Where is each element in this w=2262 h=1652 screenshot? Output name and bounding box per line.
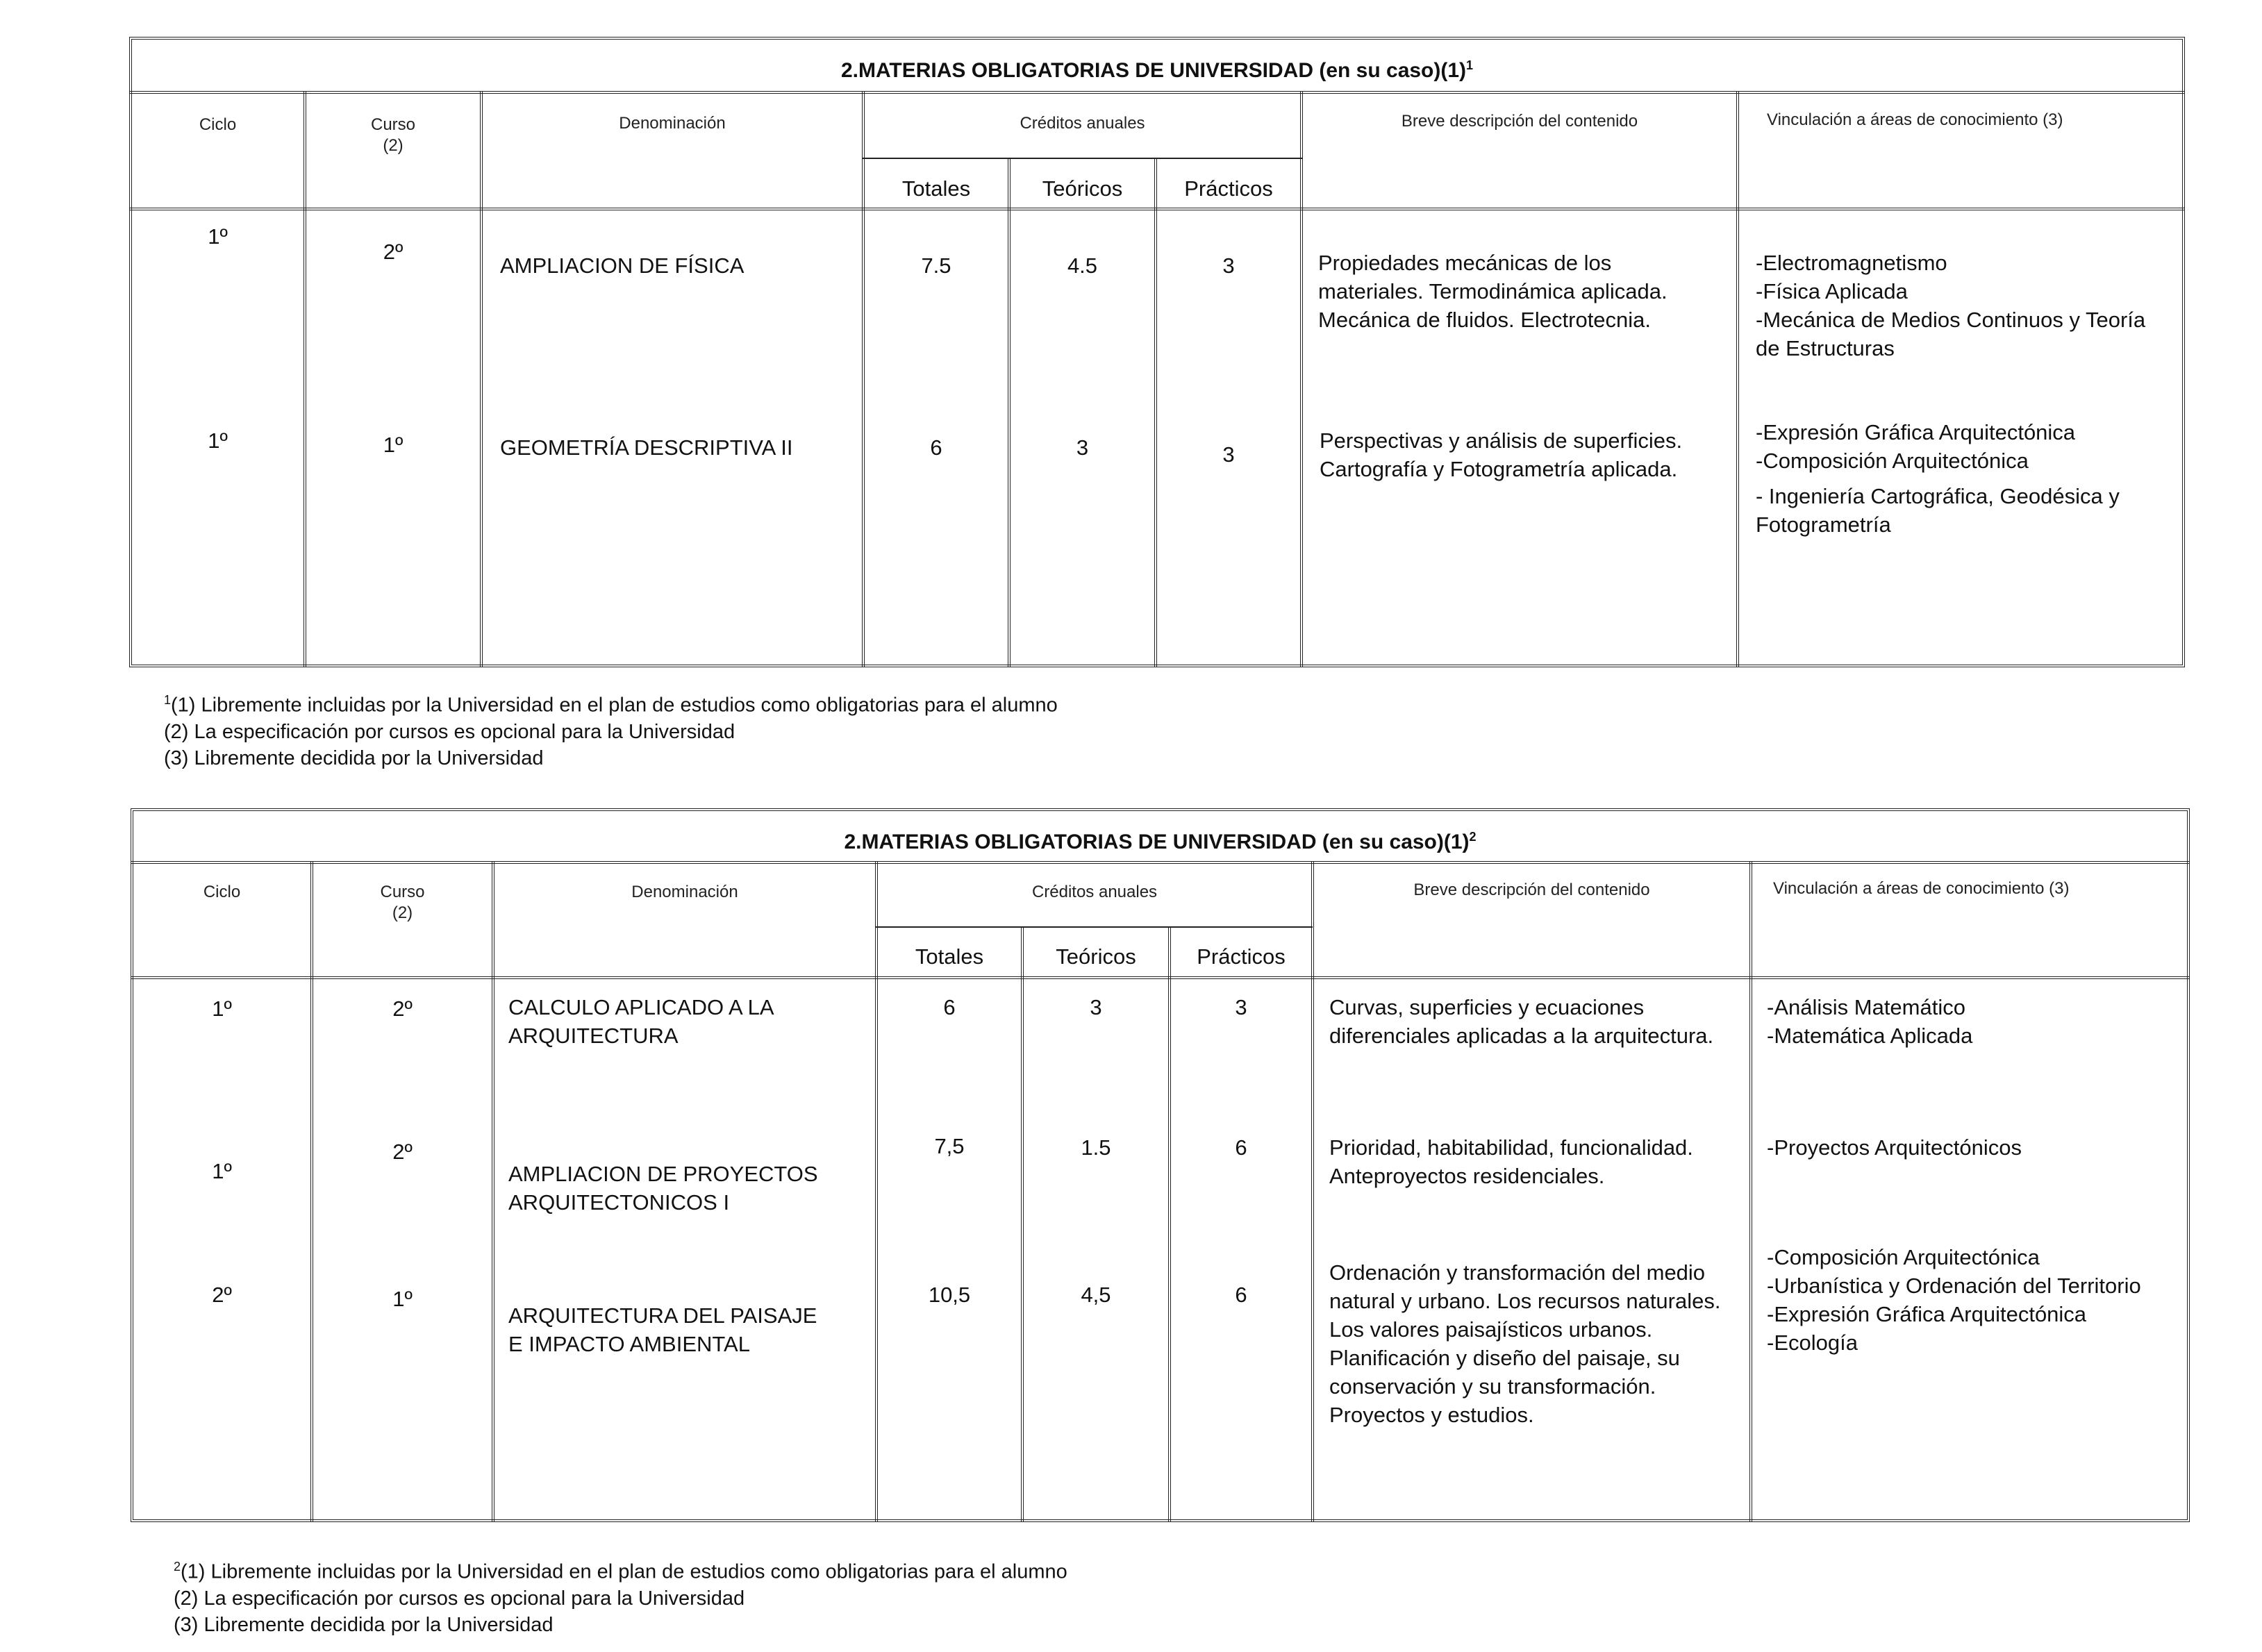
header-practicos: Prácticos [1184, 176, 1273, 201]
cell-totales: 10,5 [928, 1283, 971, 1307]
cell-descripcion: Curvas, superficies y ecuaciones diferenciales aplicadas a la arquitectura. [1329, 995, 1714, 1048]
cell-ciclo: 1º [208, 428, 228, 453]
table-1-title-rule [129, 91, 2185, 94]
table-2-col-divider [492, 861, 494, 1522]
cell-ciclo: 2º [212, 1283, 232, 1307]
cell-curso: 1º [383, 433, 404, 457]
header-totales: Totales [915, 944, 984, 969]
header-ciclo: Ciclo [199, 115, 237, 134]
cell-practicos: 6 [1235, 1135, 1247, 1160]
header-vinculacion: Vinculación a áreas de conocimiento (3) [1773, 879, 2070, 898]
cell-vinculacion: -Análisis Matemático -Matemática Aplicada [1767, 995, 1973, 1048]
cell-totales: 7.5 [921, 253, 951, 278]
cell-curso: 2º [392, 996, 413, 1021]
header-curso: Curso (2) [380, 883, 425, 922]
cell-denominacion: AMPLIACION DE FÍSICA [500, 253, 745, 278]
cell-curso: 1º [392, 1287, 413, 1311]
cell-practicos: 3 [1235, 995, 1247, 1019]
cell-descripcion: Propiedades mecánicas de los materiales. Termodinámica aplicada. Mecánica de fluidos. Electrotecnia. [1318, 251, 1668, 332]
cell-practicos: 6 [1235, 1283, 1247, 1307]
cell-teoricos: 1.5 [1081, 1135, 1111, 1160]
cell-ciclo: 1º [208, 224, 228, 249]
header-curso: Curso (2) [370, 115, 416, 155]
header-descripcion: Breve descripción del contenido [1413, 881, 1650, 899]
cell-denominacion: GEOMETRÍA DESCRIPTIVA II [500, 435, 793, 460]
cell-vinculacion: -Expresión Gráfica Arquitectónica -Composición Arquitectónica - Ingeniería Cartográfica, Geodésica y Fotogrametría [1756, 420, 2120, 537]
cell-vinculacion: -Composición Arquitectónica -Urbanística y Ordenación del Territorio -Expresión Gráfica Arquitectónica -Ecología [1767, 1245, 2141, 1355]
cell-denominacion: CALCULO APLICADO A LA ARQUITECTURA [508, 995, 774, 1048]
header-totales: Totales [901, 176, 971, 201]
table-1-col-divider [1736, 91, 1739, 667]
table-1-col-divider [303, 91, 306, 667]
header-teoricos: Teóricos [1056, 944, 1136, 969]
cell-vinculacion: -Electromagnetismo -Física Aplicada -Mecánica de Medios Continuos y Teoría de Estructuras [1756, 251, 2146, 360]
table-2-creditos-rule [875, 926, 1313, 928]
cell-descripcion: Ordenación y transformación del medio natural y urbano. Los recursos naturales. Los valores paisajísticos urbanos. Planificación y diseño del paisaje, su conservación y su transformación. Proyectos y estudios. [1329, 1260, 1721, 1427]
table-1-col-divider [480, 91, 483, 667]
cell-teoricos: 3 [1076, 435, 1089, 460]
cell-descripcion: Perspectivas y análisis de superficies. Cartografía y Fotogrametría aplicada. [1320, 428, 1683, 481]
table-1-col-divider [1008, 159, 1011, 667]
table-1-creditos-rule [862, 158, 1302, 159]
cell-denominacion: ARQUITECTURA DEL PAISAJE E IMPACTO AMBIENTAL [508, 1303, 817, 1356]
header-denominacion: Denominación [619, 114, 726, 133]
footnotes-2: $^2$(1) Libremente incluidas por la Universidad en el plan de estudios como obligatorias para el alumno (2) La especificación por cursos es opcional para la Universidad (3) Libremente decidida por la Universidad [174, 1560, 1067, 1636]
table-2-title: 2.MATERIAS OBLIGATORIAS DE UNIVERSIDAD (en su $caso)(1)^2$ [844, 830, 1477, 853]
cell-vinculacion: -Proyectos Arquitectónicos [1767, 1135, 2022, 1160]
cell-curso: 2º [392, 1140, 413, 1164]
header-creditos-anuales: Créditos anuales [1020, 114, 1145, 133]
cell-teoricos: 4,5 [1081, 1283, 1111, 1307]
footnotes-1: $^1$(1) Libremente incluidas por la Universidad en el plan de estudios como obligatorias para el alumno (2) La especificación por cursos es opcional para la Universidad (3) Libremente decidida por la Universidad [164, 693, 1058, 769]
header-teoricos: Teóricos [1042, 176, 1123, 201]
cell-totales: 7,5 [934, 1134, 965, 1158]
table-2-header-rule [131, 976, 2190, 979]
header-denominacion: Denominación [631, 883, 738, 901]
cell-totales: 6 [930, 435, 942, 460]
cell-descripcion: Prioridad, habitabilidad, funcionalidad. Anteproyectos residenciales. [1329, 1135, 1693, 1188]
cell-ciclo: 1º [212, 996, 232, 1021]
cell-teoricos: 3 [1090, 995, 1102, 1019]
table-1-col-divider [1154, 159, 1157, 667]
header-ciclo: Ciclo [203, 883, 241, 901]
cell-practicos: 3 [1222, 253, 1235, 278]
cell-curso: 2º [383, 240, 404, 264]
cell-practicos: 3 [1222, 442, 1235, 467]
table-2-col-divider [310, 861, 313, 1522]
table-1-col-divider [1300, 91, 1303, 667]
table-1-title: 2.MATERIAS OBLIGATORIAS DE UNIVERSIDAD (en su $caso)(1)^1$ [840, 58, 1474, 82]
cell-teoricos: 4.5 [1067, 253, 1098, 278]
cell-ciclo: 1º [212, 1159, 232, 1183]
header-practicos: Prácticos [1197, 944, 1286, 969]
table-2-col-divider [1749, 861, 1752, 1522]
header-vinculacion: Vinculación a áreas de conocimiento (3) [1767, 110, 2063, 129]
header-creditos-anuales: Créditos anuales [1031, 883, 1158, 901]
cell-denominacion: AMPLIACION DE PROYECTOS ARQUITECTONICOS I [508, 1162, 818, 1215]
table-1-header-rule [129, 208, 2185, 210]
table-2-col-divider [1311, 861, 1314, 1522]
header-descripcion: Breve descripción del contenido [1401, 112, 1638, 131]
cell-totales: 6 [943, 995, 956, 1019]
table-2-title-rule [131, 861, 2190, 864]
